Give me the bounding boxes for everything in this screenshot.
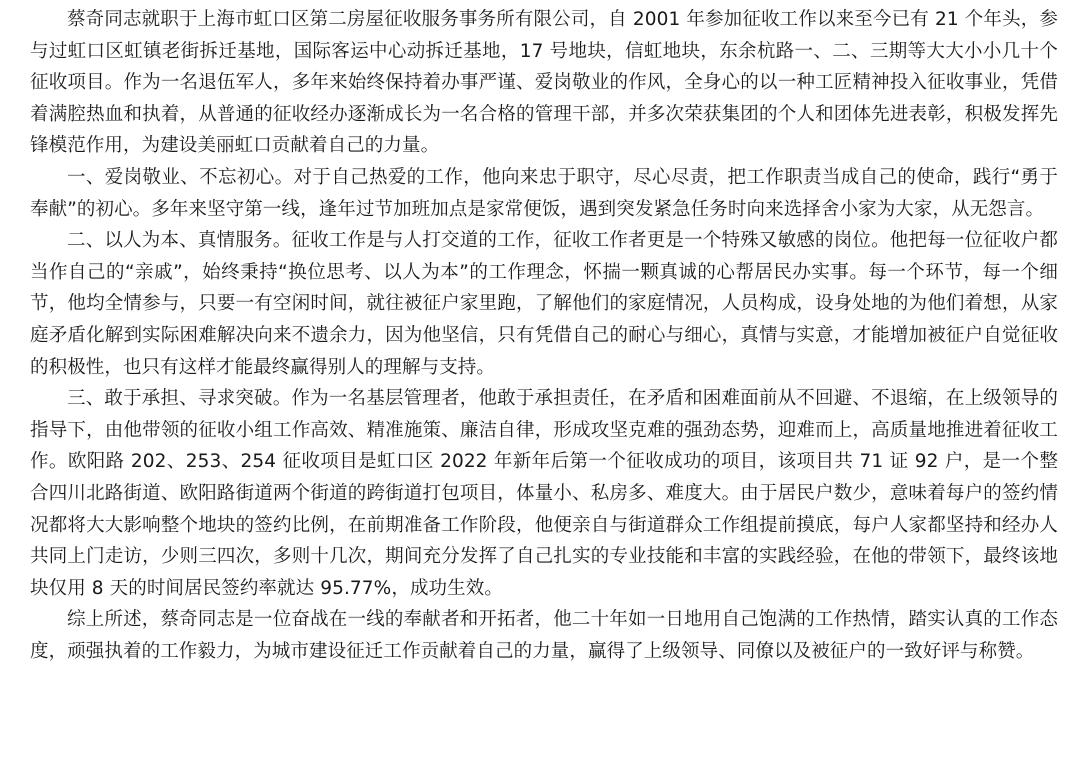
paragraph-intro: 蔡奇同志就职于上海市虹口区第二房屋征收服务事务所有限公司，自 2001 年参加征收工作以来至今已有 21 个年头，参与过虹口区虹镇老街拆迁基地，国际客运中心动拆迁基地，17 号地块，信虹地块，东余杭路一、二、三期等大大小小几十个征收项目。作为一名退伍军人，多年来始终保持着办事严谨、爱岗敬业的作风，全身心的以一种工匠精神投入征收事业，凭借着满腔热血和执着，从普通的征收经办逐渐成长为一名合格的管理干部，并多次荣获集团的个人和团体先进表彰，积极发挥先锋模范作用，为建设美丽虹口贡献着自己的力量。 <box>30 9 1058 157</box>
paragraph-section-one: 一、爱岗敬业、不忘初心。对于自己热爱的工作，他向来忠于职守，尽心尽责，把工作职责当成自己的使命，践行“勇于奉献”的初心。多年来坚守第一线，逢年过节加班加点是家常便饭，遇到突发紧急任务时向来选择舍小家为大家，从无怨言。 <box>30 166 1058 220</box>
paragraph-conclusion: 综上所述，蔡奇同志是一位奋战在一线的奉献者和开拓者，他二十年如一日地用自己饱满的工作热情，踏实认真的工作态度，顽强执着的工作毅力，为城市建设征迁工作贡献着自己的力量，赢得了上级领导、同僚以及被征户的一致好评与称赞。 <box>30 609 1058 662</box>
paragraph-section-two: 二、以人为本、真情服务。征收工作是与人打交道的工作，征收工作者更是一个特殊又敏感的岗位。他把每一位征收户都当作自己的“亲戚”，始终秉持“换位思考、以人为本”的工作理念，怀揣一颗真诚的心帮居民办实事。每一个环节，每一个细节，他均全情参与，只要一有空闲时间，就往被征户家里跑，了解他们的家庭情况，人员构成，设身处地的为他们着想，从家庭矛盾化解到实际困难解决向来不遗余力，因为他坚信，只有凭借自己的耐心与细心，真情与实意，才能增加被征户自觉征收的积极性，也只有这样才能最终赢得别人的理解与支持。 <box>30 230 1058 378</box>
paragraph-section-three: 三、敢于承担、寻求突破。作为一名基层管理者，他敢于承担责任，在矛盾和困难面前从不回避、不退缩，在上级领导的指导下，由他带领的征收小组工作高效、精准施策、廉洁自律，形成攻坚克难的强劲态势，迎难而上，高质量地推进着征收工作。欧阳路 202、253、254 征收项目是虹口区 2022 年新年后第一个征收成功的项目，该项目共 71 证 92 户，是一个整合四川北路街道、欧阳路街道两个街道的跨街道打包项目，体量小、私房多、难度大。由于居民户数少，意味着每户的签约情况都将大大影响整个地块的签约比例，在前期准备工作阶段，他便亲自与街道群众工作组提前摸底，每户人家都坚持和经办人共同上门走访，少则三四次，多则十几次，期间充分发挥了自己扎实的专业技能和丰富的实践经验，在他的带领下，最终该地块仅用 8 天的时间居民签约率就达 95.77%，成功生效。 <box>30 388 1058 599</box>
